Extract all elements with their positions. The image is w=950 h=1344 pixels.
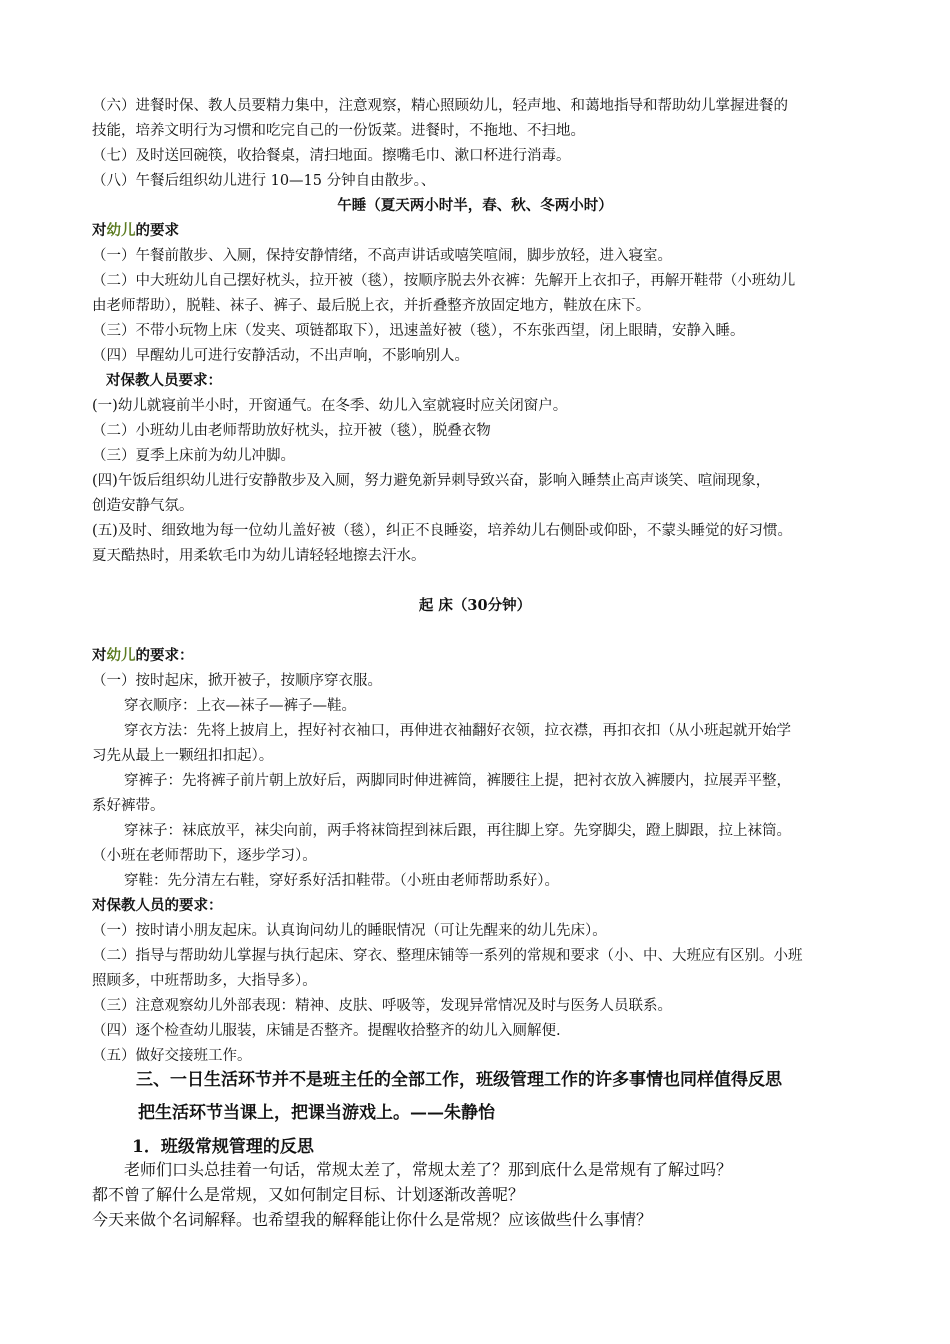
text-line: 都不曾了解什么是常规，又如何制定目标、计划逐渐改善呢？	[92, 1185, 525, 1204]
text-line: 穿鞋：先分清左右鞋，穿好系好活扣鞋带。（小班由老师帮助系好）。	[124, 873, 559, 889]
keyword-child: 幼儿	[106, 222, 136, 239]
subheading-staff-requirements: 对保教人员要求：	[106, 372, 222, 389]
text-line: 穿袜子：袜底放平，袜尖向前，两手将袜筒捏到袜后跟，再往脚上穿。先穿脚尖，蹬上脚跟，拉上袜筒。	[124, 823, 791, 839]
text-line: 穿衣方法：先将上披肩上，捏好衬衣袖口，再伸进衣袖翻好衣领，拉衣襟，再扣衣扣（从小班起就开始学	[124, 723, 791, 739]
text-line: （一）按时请小朋友起床。认真询问幼儿的睡眠情况（可让先醒来的幼儿先床）。	[92, 923, 607, 939]
section-heading-nap: 午睡（夏天两小时半，春、秋、冬两小时）	[337, 197, 613, 214]
subheading-staff-requirements: 对保教人员的要求：	[92, 897, 223, 914]
text-line: 习先从最上一颗纽扣扣起）。	[92, 748, 274, 764]
text-line: （小班在老师帮助下，逐步学习）。	[92, 848, 317, 864]
subheading-child-requirements	[92, 221, 872, 241]
text-line: （二）小班幼儿由老师帮助放好枕头，拉开被（毯），脱叠衣物	[92, 423, 491, 439]
heading-prefix: 对	[92, 647, 107, 664]
text-line: （七）及时送回碗筷，收拾餐桌，清扫地面。擦嘴毛巾、漱口杯进行消毒。	[92, 148, 571, 164]
text-line: （二）指导与帮助幼儿掌握与执行起床、穿衣、整理床铺等一系列的常规和要求（小、中、大班应有区别。小班	[92, 948, 803, 964]
heading-prefix: 对	[92, 222, 107, 239]
text-line: （一）午餐前散步、入厕，保持安静情绪，不高声讲话或嘻笑喧闹，脚步放轻，进入寝室。	[92, 248, 672, 264]
text-line: 系好裤带。	[92, 798, 165, 814]
text-line: (五)及时、细致地为每一位幼儿盖好被（毯），纠正不良睡姿，培养幼儿右侧卧或仰卧，不蒙头睡觉的好习惯。	[92, 523, 793, 539]
text-line: （八）午餐后组织幼儿进行 10—15 分钟自由散步。、	[92, 173, 436, 189]
text-line: （三）不带小玩物上床（发夹、项链都取下），迅速盖好被（毯），不东张西望，闭上眼睛，安静入睡。	[92, 323, 745, 339]
text-line: 穿裤子：先将裤子前片朝上放好后，两脚同时伸进裤筒，裤腰往上提，把衬衣放入裤腰内，拉展弄平整，	[124, 773, 791, 789]
text-line: (四)午饭后组织幼儿进行安静散步及入厕，努力避免新异刺导致兴奋，影响入睡禁止高声谈笑、喧闹现象，	[92, 473, 771, 489]
text-line: 创造安静气氛。	[92, 498, 194, 514]
text-line: （一）按时起床，掀开被子，按顺序穿衣服。	[92, 673, 382, 689]
text-line: （三）夏季上床前为幼儿冲脚。	[92, 448, 295, 464]
text-line: 照顾多，中班帮助多，大指导多）。	[92, 973, 317, 989]
heading-suffix: 的要求	[135, 222, 179, 239]
text-line: （五）做好交接班工作。	[92, 1048, 252, 1064]
subsection-heading: 1．班级常规管理的反思	[132, 1137, 314, 1157]
keyword-child: 幼儿	[106, 647, 136, 664]
text-line: （三）注意观察幼儿外部表现：精神、皮肤、呼吸等，发现异常情况及时与医务人员联系。	[92, 998, 672, 1014]
text-line: 穿衣顺序：上衣—袜子—裤子—鞋。	[124, 698, 356, 714]
section-heading-three: 三、一日生活环节并不是班主任的全部工作，班级管理工作的许多事情也同样值得反思	[136, 1070, 782, 1090]
heading-suffix: 的要求：	[135, 647, 194, 664]
text-line: （四）早醒幼儿可进行安静活动，不出声响，不影响别人。	[92, 348, 469, 364]
section-heading-wakeup: 起 床（30分钟）	[418, 597, 532, 614]
text-line: （六）进餐时保、教人员要精力集中，注意观察，精心照顾幼儿，轻声地、和蔼地指导和帮助幼儿掌握进餐的	[92, 98, 788, 114]
subheading-child-requirements	[92, 646, 872, 666]
text-line: 夏天酷热时，用柔软毛巾为幼儿请轻轻地擦去汗水。	[92, 548, 426, 564]
text-line: 由老师帮助），脱鞋、袜子、裤子、最后脱上衣，并折叠整齐放固定地方，鞋放在床下。	[92, 298, 651, 314]
quote-line: 把生活环节当课上，把课当游戏上。——朱静怡	[138, 1103, 495, 1123]
text-line: (一)幼儿就寝前半小时，开窗通气。在冬季、幼儿入室就寝时应关闭窗户。	[92, 398, 568, 414]
text-line: 今天来做个名词解释。也希望我的解释能让你什么是常规？应该做些什么事情？	[92, 1210, 653, 1229]
text-line: （四）逐个检查幼儿服装，床铺是否整齐。提醒收拾整齐的幼儿入厕解便.	[92, 1023, 561, 1039]
text-line: 技能，培养文明行为习惯和吃完自己的一份饭菜。进餐时，不拖地、不扫地。	[92, 123, 585, 139]
text-line: 老师们口头总挂着一句话，常规太差了，常规太差了？那到底什么是常规有了解过吗？	[124, 1160, 733, 1179]
text-line: （二）中大班幼儿自己摆好枕头，拉开被（毯），按顺序脱去外衣裤：先解开上衣扣子，再解开鞋带（小班幼儿	[92, 273, 796, 289]
